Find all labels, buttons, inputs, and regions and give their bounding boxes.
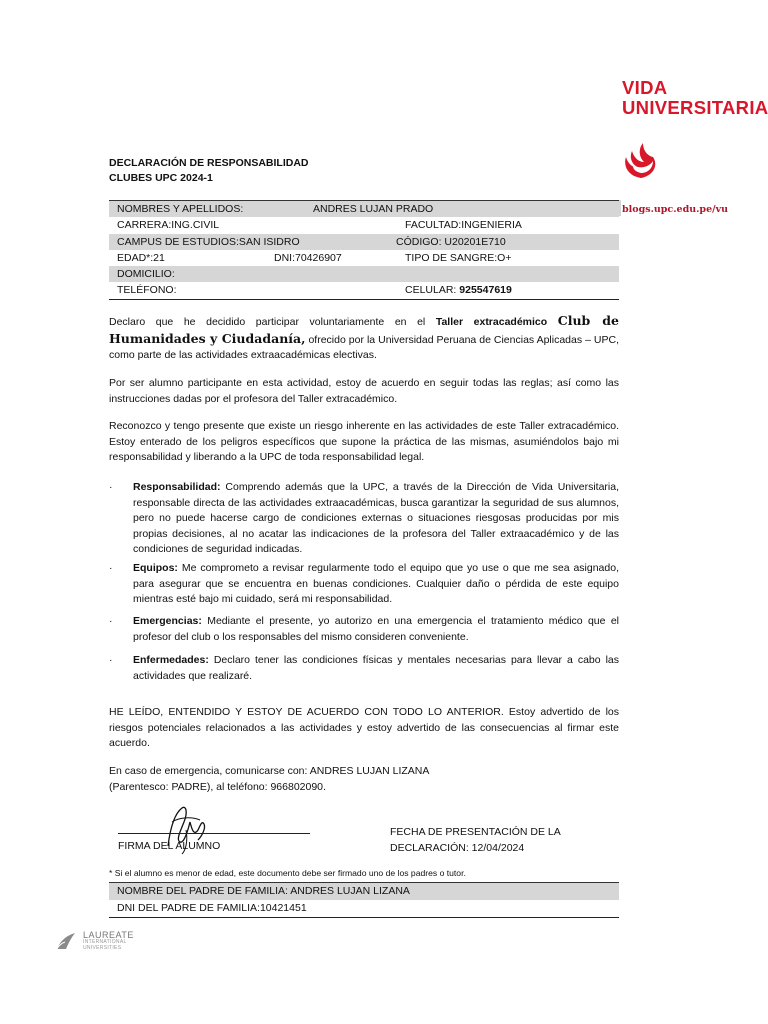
telefono-label: TELÉFONO: <box>117 284 177 297</box>
table-row <box>109 217 619 233</box>
name-label: NOMBRES Y APELLIDOS: <box>117 203 244 215</box>
title-line-1: DECLARACIÓN DE RESPONSABILIDAD <box>109 157 309 169</box>
bullet-label: Responsabilidad: <box>133 481 221 493</box>
table-row <box>109 266 619 282</box>
table-row <box>109 234 619 250</box>
laureate-subtitle <box>83 940 127 951</box>
fecha-line-2: DECLARACIÓN: 12/04/2024 <box>390 842 525 854</box>
bullet-label: Equipos: <box>133 562 178 574</box>
bullet-item-responsabilidad <box>109 480 619 558</box>
dni-value: DNI:70426907 <box>274 251 342 264</box>
minor-note: * Si el alumno es menor de edad, este documento debe ser firmado uno de los padres o tutor. <box>109 868 466 878</box>
edad-value: EDAD*:21 <box>117 251 165 264</box>
student-info-table <box>109 200 619 300</box>
laureate-name: LAUREATE <box>83 930 134 940</box>
fecha-line-1: FECHA DE PRESENTACIÓN DE LA <box>390 826 561 838</box>
celular-label: CELULAR: <box>405 284 460 297</box>
bullet-text: Comprendo además que la UPC, a través de la Dirección de Vida Universitaria, responsable directa de las actividades extraacadémicas, busca garantizar la seguridad de sus alumnos, pero no puede hacerse cargo de condiciones externas o situaciones riesgosas producidas por mis propias decisiones, al no acatar las indicaciones de la profesora del Taller extraacadémico y de las condiciones de seguridad indicadas. <box>133 481 619 555</box>
celular-field <box>405 282 512 298</box>
presentation-date <box>390 824 561 856</box>
signature-label: FIRMA DEL ALUMNO <box>118 840 221 852</box>
carrera-value: CARRERA:ING.CIVIL <box>117 219 220 232</box>
bullet-text: Mediante el presente, yo autorizo en una emergencia el tratamiento médico que el profesor del club o los responsables del mismo consideren conveniente. <box>133 615 619 643</box>
table-row <box>109 250 619 266</box>
paragraph-2: Por ser alumno participante en esta actividad, estoy de acuerdo en seguir todas las reglas; así como las instrucciones dadas por el profesora del Taller extracadémico. <box>109 377 619 405</box>
laureate-logo <box>56 930 166 954</box>
bullet-marker: · <box>109 654 113 666</box>
bullet-item-enfermedades <box>109 653 619 684</box>
bullet-marker: · <box>109 562 113 574</box>
laureate-leaf-icon <box>56 932 76 950</box>
paragraph-3: Reconozco y tengo presente que existe un riesgo inherente en las actividades de este Taller extracadémico. Estoy enterado de los peligros específicos que supone la práctica de las mismas, asumiéndolos bajo mi responsabilidad y liberando a la UPC de toda responsabilidad legal. <box>109 420 619 463</box>
document-title <box>109 156 309 186</box>
laureate-sub-2: UNIVERSITIES <box>83 944 122 951</box>
parent-dni-row: DNI DEL PADRE DE FAMILIA:10421451 <box>117 902 307 914</box>
bullet-text: Me comprometo a revisar regularmente todo el equipo que yo use o que me sea asignado, para asegurar que se encuentra en buenas condiciones. Cualquier daño o pérdida de este equipo mientras esté bajo mi cuidado, será mi responsabilidad. <box>133 562 619 605</box>
emergency-line-2: (Parentesco: PADRE), al teléfono: 966802090. <box>109 780 326 793</box>
brand-line-1: VIDA <box>622 77 668 98</box>
bullet-item-equipos <box>109 561 619 608</box>
p1-club-name: Club de Humanidades y Ciudadanía, <box>109 313 619 346</box>
name-value: ANDRES LUJAN PRADO <box>313 203 434 215</box>
signature-line <box>118 833 310 834</box>
parent-info-table <box>109 882 619 918</box>
brand-line-2: UNIVERSITARIA <box>622 97 768 118</box>
facultad-value: FACULTAD:INGENIERIA <box>405 219 522 232</box>
blog-url: blogs.upc.edu.pe/vu <box>622 204 729 215</box>
blood-type-value: TIPO DE SANGRE:O+ <box>405 251 512 264</box>
bullet-label: Enfermedades: <box>133 654 209 666</box>
celular-value: 925547619 <box>459 284 512 297</box>
upc-flame-icon <box>622 140 660 180</box>
emergency-line-1: En caso de emergencia, comunicarse con: ANDRES LUJAN LIZANA <box>109 765 430 777</box>
p1-taller: Taller extracadémico <box>435 316 548 328</box>
bullet-item-emergencias <box>109 614 619 645</box>
bullet-text: Declaro tener las condiciones físicas y mentales necesarias para llevar a cabo las actividades que realizaré. <box>133 654 619 682</box>
table-shade-extension <box>619 200 621 216</box>
parent-name-row: NOMBRE DEL PADRE DE FAMILIA: ANDRES LUJAN LIZANA <box>109 883 619 900</box>
table-row <box>109 282 619 298</box>
table-row <box>109 201 619 217</box>
paragraph-1 <box>109 313 619 364</box>
vida-universitaria-logo <box>622 78 768 118</box>
codigo-value: CÓDIGO: U20201E710 <box>396 235 506 248</box>
campus-value: CAMPUS DE ESTUDIOS:SAN ISIDRO <box>117 235 300 248</box>
bullet-marker: · <box>109 481 113 493</box>
domicilio-label: DOMICILIO: <box>117 268 175 281</box>
acknowledgement-paragraph: HE LEÍDO, ENTENDIDO Y ESTOY DE ACUERDO CON TODO LO ANTERIOR. Estoy advertido de los riesgos potenciales relacionados a las actividades y estoy advertido de las consecuencias al firmar este acuerdo. <box>109 706 619 749</box>
bullet-marker: · <box>109 615 113 627</box>
title-line-2: CLUBES UPC 2024-1 <box>109 172 213 184</box>
bullet-label: Emergencias: <box>133 615 202 627</box>
p1-text-a: Declaro que he decidido participar voluntariamente en el <box>109 316 436 328</box>
laureate-sub-1: INTERNATIONAL <box>83 939 127 945</box>
p1-text-d: ofrecido por la Universidad Peruana de Ciencias Aplicadas – UPC, como parte de las actividades extraacadémicas electivas. <box>109 333 619 361</box>
emergency-contact <box>109 764 619 795</box>
